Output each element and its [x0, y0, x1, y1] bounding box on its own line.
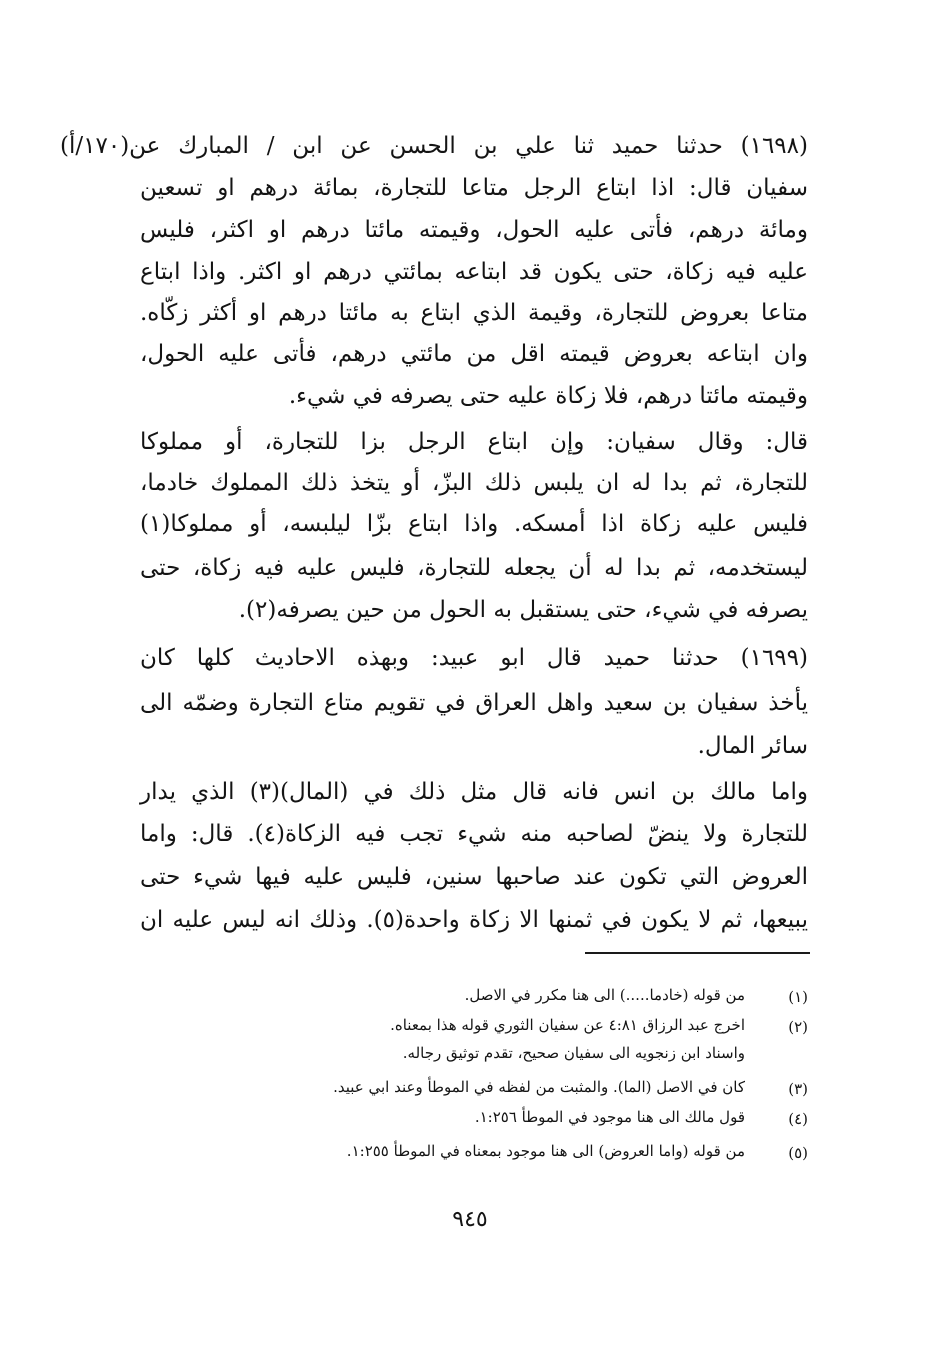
body-line: ليستخدمه، ثم بدا له أن يجعله للتجارة، فليس عليه فيه زكاة، حتى — [140, 555, 808, 581]
footnote-number: (١) — [788, 988, 808, 1006]
body-line: للتجارة، ثم بدا له ان يلبس ذلك البزّ، أو يتخذ ذلك المملوك خادما، — [140, 470, 808, 496]
body-line: يأخذ سفيان بن سعيد واهل العراق في تقويم متاع التجارة وضمّه الى — [140, 690, 808, 716]
footnote-text: من قوله (خادما.....) الى هنا مكرر في الاصل. — [464, 986, 745, 1004]
footnote-text: اخرج عبد الرزاق ٤:٨١ عن سفيان الثوري قوله هذا بمعناه. — [390, 1016, 745, 1034]
body-line: للتجارة ولا ينضّ لصاحبه منه شيء تجب فيه الزكاة(٤). قال: واما — [140, 821, 808, 847]
footnote-number: (٤) — [788, 1110, 808, 1128]
body-line: واما مالك بن انس فانه قال مثل ذلك في (المال)(٣) الذي يدار — [140, 779, 808, 805]
body-line: عليه فيه زكاة، حتى يكون قد ابتاعه بمائتي درهم او اكثر. واذا ابتاع — [140, 259, 808, 285]
footnote-text: قول مالك الى هنا موجود في الموطأ ١:٢٥٦. — [474, 1108, 745, 1126]
footnote-number: (٢) — [788, 1018, 808, 1036]
body-line: (١٦٩٨) حدثنا حميد ثنا علي بن الحسن عن ابن / المبارك عن(١٧٠/أ) — [60, 133, 808, 159]
footnote-text: واسناد ابن زنجويه الى سفيان صحيح، تقدم توثيق رجاله. — [402, 1044, 745, 1062]
body-line: سائر المال. — [697, 733, 808, 759]
footnote-number: (٣) — [788, 1080, 808, 1098]
footnote-text: كان في الاصل (الما). والمثبت من لفظه في الموطأ وعند ابي عبيد. — [333, 1078, 745, 1096]
body-line: متاعا بعروض للتجارة، وقيمة الذي ابتاع به مائتا درهم او أكثر زكّاه. — [140, 300, 808, 326]
body-line: (١٦٩٩) حدثنا حميد قال ابو عبيد: وبهذه الاحاديث كلها كان — [140, 645, 808, 671]
footnote-separator — [585, 952, 810, 954]
body-line: يبيعها، ثم لا يكون في ثمنها الا زكاة واحدة(٥). وذلك انه ليس عليه ان — [140, 907, 808, 933]
footnote-number: (٥) — [788, 1144, 808, 1162]
body-line: سفيان قال: اذا ابتاع الرجل متاعا للتجارة، بمائة درهم او تسعين — [140, 175, 808, 201]
body-line: قال: وقال سفيان: وإن ابتاع الرجل بزا للتجارة، أو مملوكا — [140, 429, 808, 455]
page-number: ٩٤٥ — [452, 1207, 488, 1232]
body-line: ومائة درهم، فأتى عليه الحول، وقيمته مائتا درهم او اكثر، فليس — [140, 217, 808, 243]
footnote-text: من قوله (واما العروض) الى هنا موجود بمعناه في الموطأ ١:٢٥٥. — [346, 1142, 745, 1160]
body-line: فليس عليه زكاة اذا أمسكه. واذا ابتاع بزّا ليلبسه، أو مملوكا(١) — [140, 511, 808, 537]
body-line: يصرفه في شيء، حتى يستقبل به الحول من حين يصرفه(٢). — [238, 597, 808, 623]
body-line: العروض التي تكون عند صاحبها سنين، فليس عليه فيها شيء حتى — [140, 864, 808, 890]
body-line: وقيمته مائتا درهم، فلا زكاة عليه حتى يصرفه في شيء. — [288, 383, 808, 409]
body-line: وان ابتاعه بعروض قيمته اقل من مائتي درهم، فأتى عليه الحول، — [140, 341, 808, 367]
